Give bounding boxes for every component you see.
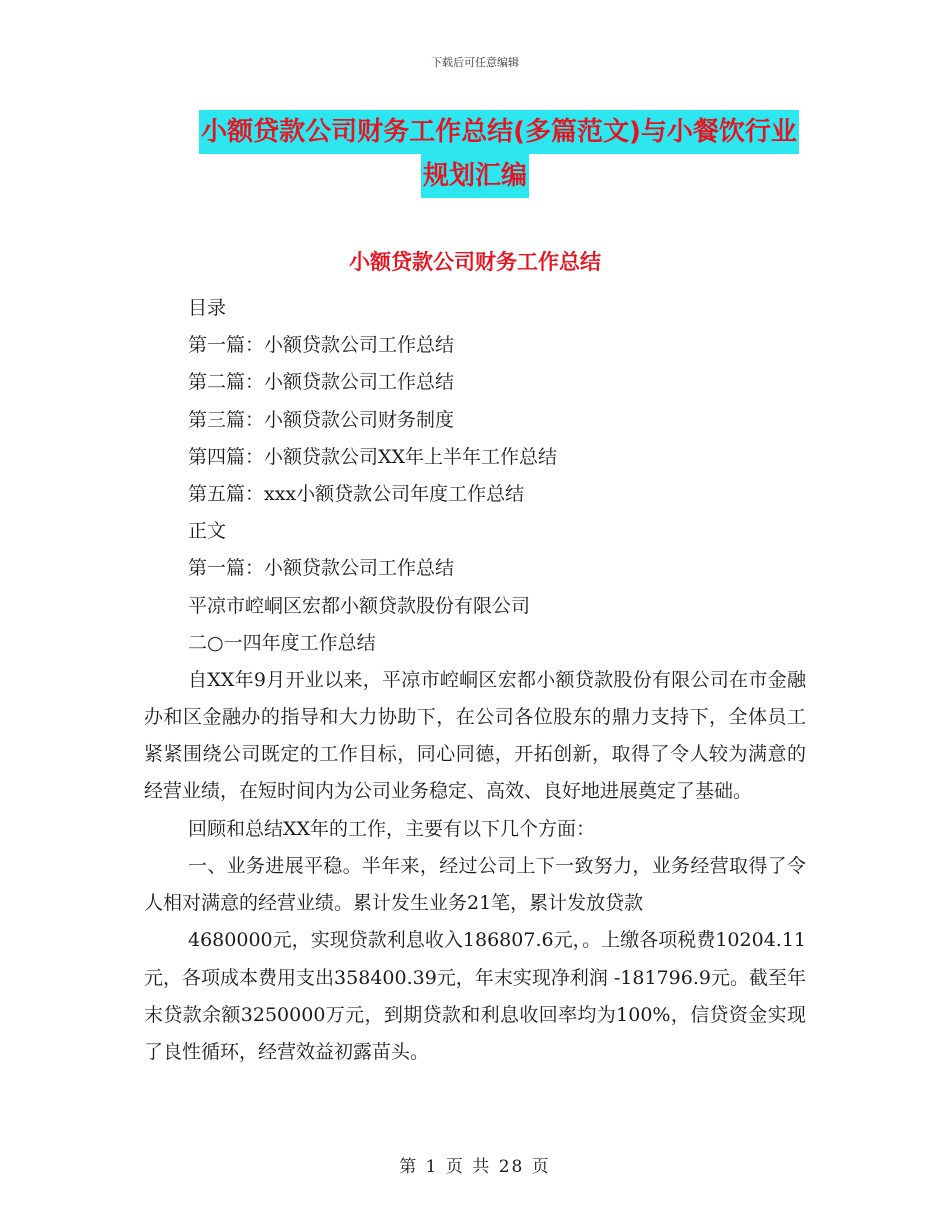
paragraph: 4680000元，实现贷款利息收入186807.6元，。上缴各项税费10204.11元，各项成本费用支出358400.39元，年末实现净利润 -181796.9元。截至年末贷款余额3250000万元，到期贷款和利息收回率均为100%，信贷资金实现了良性循环，经营效益初露苗头。 (144, 929, 806, 1063)
document-title (0, 110, 950, 198)
section-label: 正文 (188, 520, 227, 543)
document-title-line-1: 小额贷款公司财务工作总结(多篇范文)与小餐饮行业 (199, 110, 799, 154)
document-title-line-2: 规划汇编 (421, 154, 529, 198)
document-body (144, 290, 806, 1071)
paragraph: 自XX年9月开业以来，平凉市崆峒区宏都小额贷款股份有限公司在市金融办和区金融办的指导和大力协助下，在公司各位股东的鼎力支持下，全体员工紧紧围绕公司既定的工作目标，同心同德，开拓创新，取得了令人较为满意的经营业绩，在短时间内为公司业务稳定、高效、良好地进展奠定了基础。 (144, 668, 806, 803)
toc-item: 第四篇：小额贷款公司XX年上半年工作总结 (188, 445, 558, 468)
header-note: 下载后可任意编辑 (431, 56, 519, 69)
toc-heading: 目录 (188, 297, 227, 319)
toc-item: 第三篇：小额贷款公司财务制度 (188, 408, 455, 431)
report-title: 二○一四年度工作总结 (188, 631, 376, 654)
chapter-title: 第一篇：小额贷款公司工作总结 (188, 557, 455, 580)
toc-item: 第二篇：小额贷款公司工作总结 (188, 371, 455, 394)
paragraph: 回顾和总结XX年的工作，主要有以下几个方面： (188, 817, 596, 840)
section-subtitle: 小额贷款公司财务工作总结 (349, 250, 601, 274)
toc-item: 第五篇：xxx小额贷款公司年度工作总结 (188, 482, 525, 505)
paragraph: 一、业务进展平稳。半年来，经过公司上下一致努力，业务经营取得了令人相对满意的经营业绩。累计发生业务21笔，累计发放贷款 (144, 854, 806, 915)
page-footer: 第 1 页 共 28 页 (399, 1157, 551, 1177)
company-name: 平凉市崆峒区宏都小额贷款股份有限公司 (188, 594, 531, 617)
toc-item: 第一篇：小额贷款公司工作总结 (188, 334, 455, 357)
